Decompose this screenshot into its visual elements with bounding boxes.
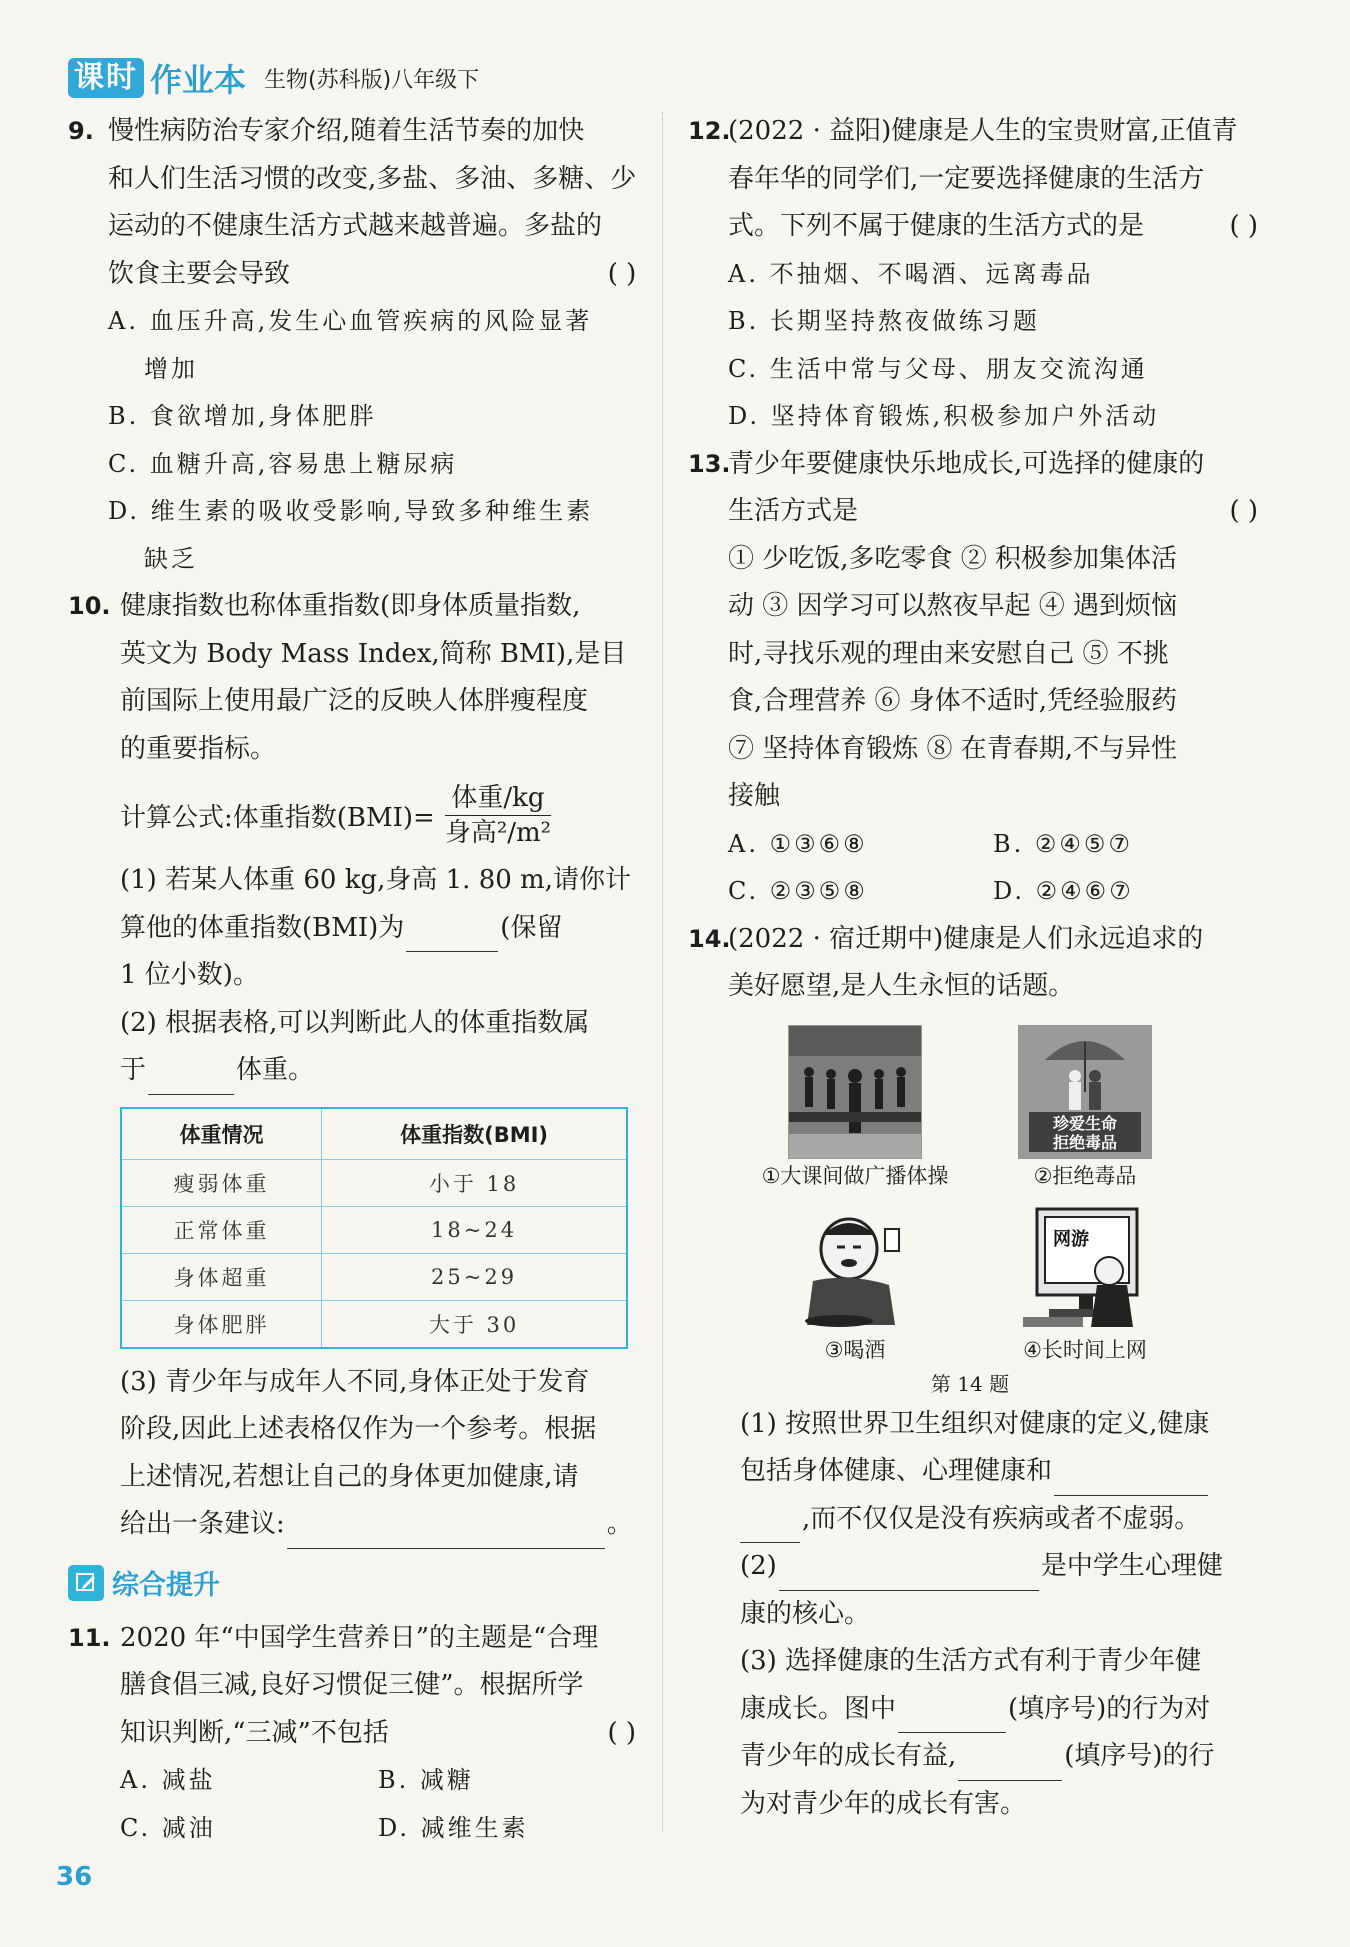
subquestion-3-line4 — [120, 1501, 636, 1549]
section-heading — [68, 1561, 636, 1605]
option-a[interactable]: A. 减盐 — [120, 1766, 216, 1794]
question-number: 12. — [688, 117, 731, 145]
subquestion-1: (1) 按照世界卫生组织对健康的定义,健康 — [740, 1408, 1210, 1439]
question-text: 的重要指标。 — [120, 733, 277, 764]
subquestion-1-line3 — [740, 1496, 1258, 1544]
statement-line: 时,寻找乐观的理由来安慰自己 ⑤ 不挑 — [728, 638, 1169, 669]
answer-blank-suggestion[interactable] — [287, 1518, 605, 1549]
option-a[interactable]: A. 不抽烟、不喝酒、远离毒品 — [728, 259, 1094, 288]
question-number: 14. — [688, 924, 731, 953]
question-text: 2020 年“中国学生营养日”的主题是“合理 — [120, 1622, 599, 1653]
options-row — [728, 868, 1258, 916]
subquestion-2 — [740, 1543, 1258, 1591]
option-b[interactable]: B. 长期坚持熬夜做练习题 — [728, 307, 1040, 335]
subquestion-text: 算他的体重指数(BMI)为 — [120, 912, 405, 943]
subquestion-text: (填序号)的行 — [1064, 1741, 1215, 1771]
question-text: 和人们生活习惯的改变,多盐、多油、多糖、少 — [108, 163, 637, 194]
question-text-last — [120, 1710, 636, 1758]
punctuation: 。 — [606, 1509, 633, 1539]
subquestion-text: 1 位小数)。 — [120, 960, 259, 990]
poster-text-1: 珍爱生命 — [1052, 1113, 1117, 1133]
subquestion-text: (2) — [740, 1551, 777, 1581]
option-d[interactable]: D. 坚持体育锻炼,积极参加户外活动 — [728, 402, 1160, 430]
question-text: (2022 · 宿迁期中)健康是人们永远追求的 — [728, 923, 1204, 954]
table-header: 体重情况 — [121, 1108, 322, 1160]
right-column — [688, 108, 1258, 1828]
subquestion-text: 是中学生心理健 — [1040, 1551, 1223, 1581]
option-d-continued: 缺乏 — [144, 544, 198, 573]
table-header-row — [121, 1108, 627, 1160]
statement-line: ① 少吃饭,多吃零食 ② 积极参加集体活 — [728, 543, 1178, 574]
table-cell: 正常体重 — [121, 1206, 322, 1253]
question-number: 13. — [688, 449, 731, 478]
subquestion-text: 上述情况,若想让自己的身体更加健康,请 — [120, 1461, 579, 1492]
answer-blank-category[interactable] — [148, 1064, 234, 1095]
option-b[interactable]: B. 减糖 — [378, 1766, 474, 1794]
table-cell: 大于 30 — [322, 1300, 627, 1348]
table-cell: 身体超重 — [121, 1253, 322, 1300]
answer-blank-health[interactable] — [1054, 1465, 1208, 1496]
logo-box: 课时 — [68, 58, 144, 98]
figure-2 — [970, 1025, 1200, 1193]
question-text: 运动的不健康生活方式越来越普遍。多盐的 — [108, 211, 603, 241]
option-c[interactable]: C. ②③⑤⑧ — [728, 877, 868, 905]
question-text-last — [728, 488, 1258, 536]
question-text-last — [108, 251, 636, 299]
subquestion-text: 康成长。图中 — [740, 1693, 897, 1724]
question-text: 膳食倡三减,良好习惯促三健”。根据所学 — [120, 1670, 584, 1700]
figure-caption: ④长时间上网 — [1023, 1337, 1147, 1362]
question-9 — [68, 108, 636, 583]
figure-caption: ①大课间做广播体操 — [761, 1163, 949, 1188]
table-row — [121, 1253, 627, 1300]
subject-title: 生物(苏科版)八年级下 — [264, 67, 480, 93]
figure-caption: ②拒绝毒品 — [1033, 1163, 1137, 1188]
table-row — [121, 1206, 627, 1253]
table-row — [121, 1159, 627, 1206]
question-13 — [688, 441, 1258, 916]
options-row — [120, 1757, 636, 1805]
subquestion-text: 于 — [120, 1055, 147, 1085]
question-text: 美好愿望,是人生永恒的话题。 — [728, 971, 1075, 1001]
figure-3 — [740, 1201, 970, 1367]
option-b[interactable]: B. ②④⑤⑦ — [993, 829, 1133, 858]
subquestion-3-line3 — [740, 1733, 1258, 1781]
question-text: 饮食主要会导致 — [108, 258, 291, 289]
subquestion-text: 阶段,因此上述表格仅作为一个参考。根据 — [120, 1414, 597, 1444]
subquestion-text: 康的核心。 — [740, 1598, 871, 1629]
answer-parentheses[interactable]: ( ) — [1229, 211, 1258, 241]
figure-1 — [740, 1025, 970, 1193]
answer-blank-core[interactable] — [779, 1560, 1039, 1591]
anti-drug-poster — [1018, 1025, 1152, 1159]
logo-text: 作业本 — [150, 61, 247, 99]
table-cell: 身体肥胖 — [121, 1300, 322, 1348]
subquestion-3: (3) 青少年与成年人不同,身体正处于发育 — [120, 1366, 590, 1397]
subquestion-1: (1) 若某人体重 60 kg,身高 1. 80 m,请你计 — [120, 865, 631, 895]
exercise-photo — [788, 1025, 922, 1159]
figure-caption: ③喝酒 — [824, 1337, 886, 1362]
question-text: 慢性病防治专家介绍,随着生活节奏的加快 — [108, 116, 585, 146]
answer-parentheses[interactable]: ( ) — [607, 1717, 636, 1748]
question-11 — [68, 1615, 636, 1853]
page-number: 36 — [56, 1862, 93, 1892]
formula-numerator: 体重/kg — [445, 781, 550, 816]
drinking-cartoon — [789, 1201, 921, 1333]
question-text: 青少年要健康快乐地成长,可选择的健康的 — [728, 448, 1205, 479]
table-header: 体重指数(BMI) — [322, 1108, 627, 1160]
statement-line: ⑦ 坚持体育锻炼 ⑧ 在青春期,不与异性 — [728, 733, 1178, 764]
page-header — [68, 56, 479, 100]
question-number: 10. — [68, 592, 111, 620]
subquestion-text: 包括身体健康、心理健康和 — [740, 1456, 1053, 1486]
option-a[interactable]: A. ①③⑥⑧ — [728, 829, 868, 858]
poster-text-2: 拒绝毒品 — [1052, 1132, 1117, 1152]
question-10 — [68, 583, 636, 773]
bmi-formula — [68, 773, 636, 857]
subquestion-text: 为对青少年的成长有害。 — [740, 1788, 1027, 1819]
subquestion-text: (保留 — [500, 912, 563, 943]
subquestion-2: (2) 根据表格,可以判断此人的体重指数属 — [120, 1007, 590, 1038]
question-text: 前国际上使用最广泛的反映人体胖瘦程度 — [120, 686, 589, 716]
statement-line: 食,合理营养 ⑥ 身体不适时,凭经验服药 — [728, 686, 1178, 716]
formula-label: 计算公式:体重指数(BMI)= — [120, 802, 435, 833]
options-row — [728, 821, 1258, 869]
statement-line: 动 ③ 因学习可以熬夜早起 ④ 遇到烦恼 — [728, 591, 1178, 621]
subquestion-1-line2 — [120, 905, 636, 953]
subquestion-text: 体重。 — [236, 1055, 315, 1085]
table-cell: 25~29 — [322, 1253, 627, 1300]
option-d[interactable]: D. 减维生素 — [378, 1813, 529, 1842]
question-text-last — [728, 203, 1258, 251]
subquestion-3-line2 — [740, 1686, 1258, 1734]
figure-grid — [740, 1025, 1200, 1367]
option-b[interactable]: B. 食欲增加,身体肥胖 — [108, 402, 377, 430]
subquestion-1-line2 — [740, 1448, 1258, 1496]
question-12 — [688, 108, 1258, 441]
answer-parentheses[interactable]: ( ) — [1229, 496, 1258, 526]
answer-blank-beneficial[interactable] — [898, 1702, 1006, 1733]
option-c[interactable]: C. 血糖升高,容易患上糖尿病 — [108, 449, 458, 478]
subquestion-text: ,而不仅仅是没有疾病或者不虚弱。 — [802, 1503, 1201, 1534]
option-a-continued: 增加 — [144, 354, 198, 383]
question-text: 知识判断,“三减”不包括 — [120, 1717, 389, 1748]
subquestion-3: (3) 选择健康的生活方式有利于青少年健 — [740, 1646, 1202, 1676]
column-divider — [662, 112, 663, 1832]
internet-cartoon — [1019, 1201, 1151, 1333]
subquestion-text: 青少年的成长有益, — [740, 1741, 957, 1771]
question-text: 健康指数也称体重指数(即身体质量指数, — [120, 591, 581, 621]
option-a[interactable]: A. 血压升高,发生心血管疾病的风险显著 — [108, 307, 593, 335]
answer-blank-bmi[interactable] — [406, 921, 498, 952]
subquestion-2-line2 — [120, 1047, 636, 1095]
table-cell: 瘦弱体重 — [121, 1159, 322, 1206]
statement-line: 接触 — [728, 781, 781, 811]
question-number: 11. — [68, 1623, 111, 1652]
question-text: 英文为 Body Mass Index,简称 BMI),是目 — [120, 638, 627, 669]
option-d[interactable]: D. 维生素的吸收受影响,导致多种维生素 — [108, 497, 594, 525]
option-d[interactable]: D. ②④⑥⑦ — [993, 877, 1134, 905]
table-cell: 18~24 — [322, 1206, 627, 1253]
question-text: 生活方式是 — [728, 496, 859, 526]
option-c[interactable]: C. 减油 — [120, 1813, 216, 1842]
answer-parentheses[interactable]: ( ) — [607, 258, 637, 289]
question-number: 9. — [68, 117, 94, 145]
question-text: 春年华的同学们,一定要选择健康的生活方 — [728, 163, 1205, 194]
formula-denominator: 身高²/m² — [444, 817, 552, 848]
answer-blank-health-cont[interactable] — [740, 1512, 800, 1543]
option-c[interactable]: C. 生活中常与父母、朋友交流沟通 — [728, 354, 1148, 383]
table-row — [121, 1300, 627, 1348]
subquestion-text: 给出一条建议: — [120, 1509, 285, 1539]
screen-text: 网游 — [1053, 1228, 1089, 1250]
figure-4 — [970, 1201, 1200, 1367]
subquestion-text: (填序号)的行为对 — [1008, 1693, 1211, 1724]
pencil-icon — [68, 1565, 104, 1601]
question-text: (2022 · 益阳)健康是人生的宝贵财富,正值青 — [728, 116, 1238, 146]
figure-title: 第 14 题 — [930, 1371, 1010, 1396]
book-logo — [68, 55, 246, 101]
section-title: 综合提升 — [112, 1570, 220, 1601]
formula-fraction — [441, 781, 555, 850]
options-row — [120, 1805, 636, 1853]
table-cell: 小于 18 — [322, 1159, 627, 1206]
bmi-table — [120, 1107, 628, 1349]
left-column — [68, 108, 636, 1852]
answer-blank-harmful[interactable] — [958, 1750, 1062, 1781]
question-text: 式。下列不属于健康的生活方式的是 — [728, 211, 1145, 241]
question-14 — [688, 916, 1258, 1011]
